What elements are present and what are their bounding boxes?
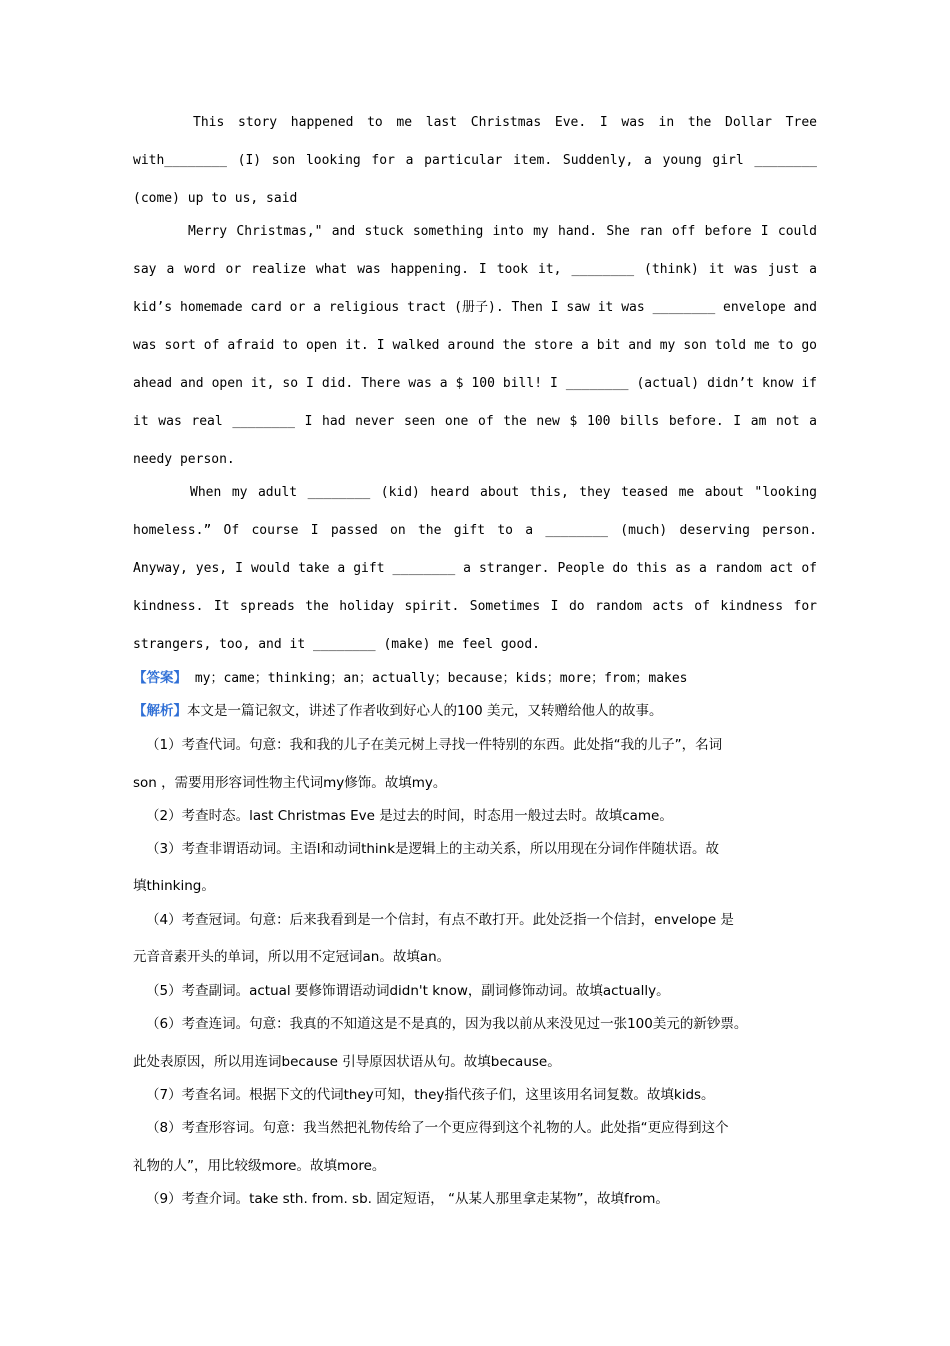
passage-line: kid’s homemade card or a religious tract (册子). Then I saw it was ________ envelope and: [133, 300, 817, 315]
explanation-line: （1）考查代词。句意：我和我的儿子在美元树上寻找一件特别的东西。此处指“我的儿子”，名词: [146, 737, 723, 753]
passage-line: kindness. It spreads the holiday spirit. Sometimes I do random acts of kindness for: [133, 599, 817, 614]
answer-label: 【答案】: [133, 670, 187, 686]
passage-line: strangers, too, and it ________ (make) me feel good.: [133, 637, 540, 652]
analysis-text: 本文是一篇记叙文，讲述了作者收到好心人的100 美元，又转赠给他人的故事。: [187, 703, 663, 719]
analysis-label: 【解析】: [133, 703, 187, 719]
passage-line: Anyway, yes, I would take a gift ________ a stranger. People do this as a random act of: [133, 561, 817, 576]
explanation-line: 填thinking。: [133, 878, 215, 894]
passage-line: homeless.” Of course I passed on the gift to a ________ (much) deserving person.: [133, 523, 817, 538]
answer-line: [133, 669, 817, 688]
analysis-line: [133, 702, 817, 720]
explanation-line: （5）考查副词。actual 要修饰谓语动词didn't know，副词修饰动词。故填actually。: [146, 983, 670, 999]
explanation-line: （3）考查非谓语动词。主语I和动词think是逻辑上的主动关系，所以用现在分词作伴随状语。故: [146, 841, 720, 857]
explanation-line: （4）考查冠词。句意：后来我看到是一个信封，有点不敢打开。此处泛指一个信封，envelope 是: [146, 912, 734, 928]
explanation-line: （8）考查形容词。句意：我当然把礼物传给了一个更应得到这个礼物的人。此处指“更应得到这个: [146, 1120, 729, 1136]
passage-line: it was real ________ I had never seen one of the new $ 100 bills before. I am not a: [133, 414, 817, 429]
passage-line: Merry Christmas," and stuck something into my hand. She ran off before I could: [188, 224, 817, 239]
passage-line: ahead and open it, so I did. There was a $ 100 bill! I ________ (actual) didn’t know if: [133, 376, 817, 391]
explanation-line: 元音音素开头的单词，所以用不定冠词an。故填an。: [133, 949, 451, 965]
explanation-line: 礼物的人”，用比较级more。故填more。: [133, 1158, 386, 1174]
explanation-line: （6）考查连词。句意：我真的不知道这是不是真的，因为我以前从来没见过一张100美元的新钞票。: [146, 1016, 748, 1032]
passage-line: was sort of afraid to open it. I walked around the store a bit and my son told me to go: [133, 338, 817, 353]
passage-line: say a word or realize what was happening. I took it, ________ (think) it was just a: [133, 262, 817, 277]
explanation-line: son ，需要用形容词性物主代词my修饰。故填my。: [133, 775, 447, 791]
passage-line: (come) up to us, said: [133, 191, 298, 206]
explanation-line: （7）考查名词。根据下文的代词they可知，they指代孩子们，这里该用名词复数。故填kids。: [146, 1087, 715, 1103]
explanation-line: 此处表原因，所以用连词because 引导原因状语从句。故填because。: [133, 1054, 561, 1070]
explanation-line: （9）考查介词。take sth. from. sb. 固定短语， “从某人那里拿走某物”，故填from。: [146, 1191, 669, 1207]
passage-line: When my adult ________ (kid) heard about this, they teased me about "looking: [190, 485, 817, 500]
answer-text: my；came；thinking；an；actually；because；kids；more；from；makes: [187, 671, 688, 686]
explanation-line: （2）考查时态。last Christmas Eve 是过去的时间，时态用一般过去时。故填came。: [146, 808, 673, 824]
passage-line: needy person.: [133, 452, 235, 467]
passage-line: This story happened to me last Christmas Eve. I was in the Dollar Tree: [193, 115, 817, 130]
passage-line: with________ (I) son looking for a particular item. Suddenly, a young girl ________: [133, 153, 817, 168]
